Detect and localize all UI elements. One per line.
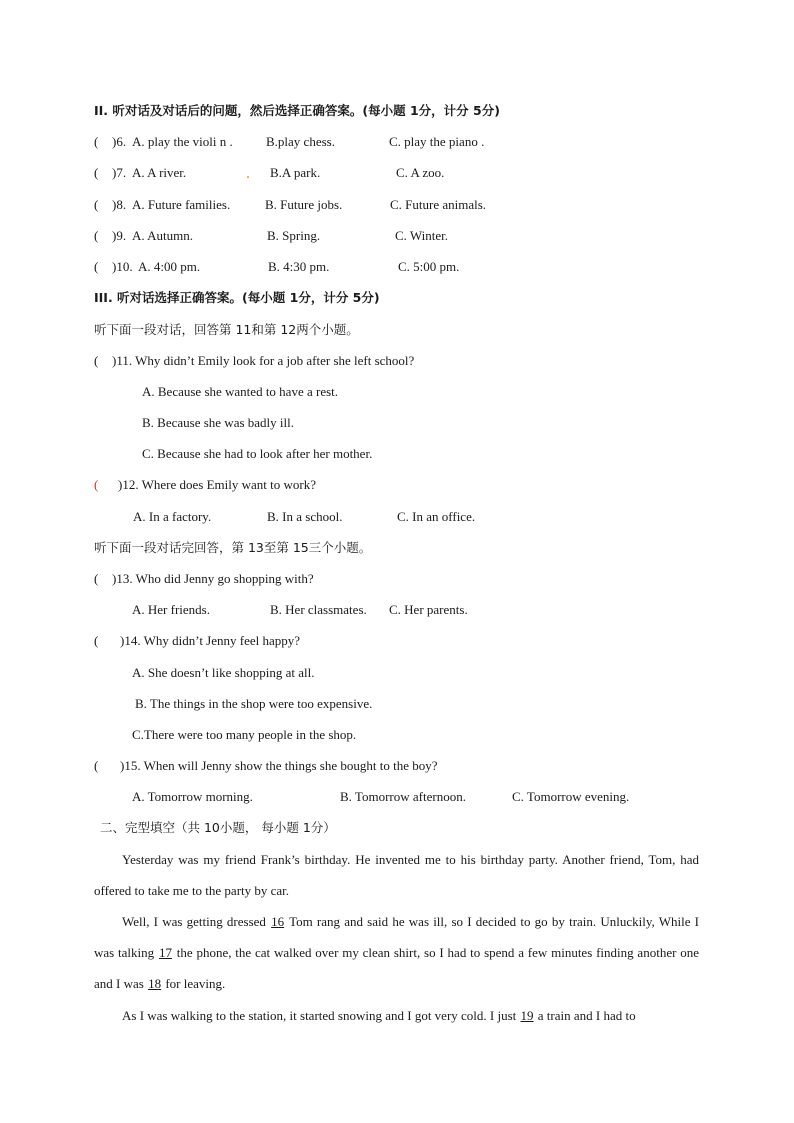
question-7-option-a: A. A river.: [132, 165, 187, 180]
cloze-blank-18: 18: [148, 976, 162, 991]
question-13-text: )13. Who did Jenny go shopping with?: [112, 571, 314, 586]
question-12-option-a: A. In a factory.: [133, 509, 212, 524]
question-13-option-a: A. Her friends.: [132, 602, 210, 617]
question-15-text: )15. When will Jenny show the things she bought to the boy?: [120, 758, 438, 773]
cloze-paragraph-2: [94, 906, 699, 999]
question-6-number: )6.: [112, 134, 127, 149]
question-10-option-a: A. 4:00 pm.: [138, 259, 201, 274]
question-8-option-c: C. Future animals.: [390, 197, 487, 212]
question-8-paren: (: [94, 197, 99, 212]
question-11-text: )11. Why didn’t Emily look for a job after she left school?: [112, 353, 415, 368]
question-7-option-b: B.A park.: [270, 165, 321, 180]
cloze-p3-text-a: As I was walking to the station, it started snowing and I got very cold. I just: [122, 1008, 520, 1023]
question-11-option-a: A. Because she wanted to have a rest.: [142, 384, 339, 399]
question-15-option-a: A. Tomorrow morning.: [132, 789, 253, 804]
question-12-text: )12. Where does Emily want to work?: [118, 477, 316, 492]
question-8-option-b: B. Future jobs.: [265, 197, 343, 212]
cloze-p3-text-b: a train and I had to: [534, 1008, 636, 1023]
cloze-blank-17: 17: [158, 945, 172, 960]
question-11-option-b: B. Because she was badly ill.: [142, 415, 294, 430]
question-14-option-c: C.There were too many people in the shop.: [132, 727, 357, 742]
section-heading-listening-3: III. 听对话选择正确答案。(每小题 1分，计分 5分): [94, 290, 380, 305]
question-7-paren: (: [94, 165, 99, 180]
question-9-option-a: A. Autumn.: [132, 228, 194, 243]
question-15-option-c: C. Tomorrow evening.: [512, 789, 630, 804]
question-7-option-c: C. A zoo.: [396, 165, 445, 180]
question-6-option-c: C. play the piano .: [389, 134, 485, 149]
question-9-number: )9.: [112, 228, 127, 243]
question-13-paren: (: [94, 571, 99, 586]
question-15-paren: (: [94, 758, 99, 773]
question-12-option-c: C. In an office.: [397, 509, 476, 524]
section-heading-listening-2: II. 听对话及对话后的问题，然后选择正确答案。(每小题 1分，计分 5分): [94, 103, 500, 118]
question-14-text: )14. Why didn’t Jenny feel happy?: [120, 633, 301, 648]
cloze-blank-16: 16: [271, 914, 285, 929]
question-14-paren: (: [94, 633, 99, 648]
cloze-p2-text-d: for leaving.: [162, 976, 226, 991]
question-6-option-b: B.play chess.: [266, 134, 335, 149]
question-10-paren: (: [94, 259, 99, 274]
cloze-paragraph-1: Yesterday was my friend Frank’s birthday. He invented me to his birthday party. Another friend, Tom, had offered to take me to the party by car.: [94, 852, 699, 898]
dialogue-intro-2: 听下面一段对话完回答，第 13至第 15三个小题。: [94, 540, 372, 555]
dialogue-intro-1: 听下面一段对话，回答第 11和第 12两个小题。: [94, 322, 359, 337]
question-12-paren: (: [94, 477, 99, 492]
question-10-option-b: B. 4:30 pm.: [268, 259, 330, 274]
question-8-number: )8.: [112, 197, 127, 212]
question-14-option-b: B. The things in the shop were too expensive.: [135, 696, 373, 711]
question-9-option-c: C. Winter.: [395, 228, 449, 243]
question-14-option-a: A. She doesn’t like shopping at all.: [132, 665, 315, 680]
cloze-heading: 二、完型填空（共 10小题， 每小题 1分）: [100, 820, 336, 835]
cloze-p2-text-a: Well, I was getting dressed: [122, 914, 271, 929]
question-13-option-b: B. Her classmates.: [270, 602, 367, 617]
question-10-option-c: C. 5:00 pm.: [398, 259, 460, 274]
cloze-paragraph-3: [94, 1000, 699, 1031]
cloze-p2-text-c: the phone, the cat walked over my clean shirt, so I had to spend a few minutes finding another one and I was: [94, 945, 699, 991]
question-9-option-b: B. Spring.: [267, 228, 321, 243]
question-6-option-a: A. play the violi n .: [132, 134, 233, 149]
stray-dot-mark: [247, 176, 249, 178]
question-10-number: )10.: [112, 259, 133, 274]
question-11-paren: (: [94, 353, 99, 368]
question-12-option-b: B. In a school.: [267, 509, 343, 524]
question-8-option-a: A. Future families.: [132, 197, 231, 212]
question-6-paren: (: [94, 134, 99, 149]
question-9-paren: (: [94, 228, 99, 243]
question-15-option-b: B. Tomorrow afternoon.: [340, 789, 466, 804]
question-11-option-c: C. Because she had to look after her mother.: [142, 446, 373, 461]
question-13-option-c: C. Her parents.: [389, 602, 468, 617]
question-7-number: )7.: [112, 165, 127, 180]
cloze-blank-19: 19: [520, 1008, 534, 1023]
cloze-p2-text-b: Tom rang and said he was ill, so I decided to go by train. Unluckily, While I was talking: [94, 914, 699, 960]
